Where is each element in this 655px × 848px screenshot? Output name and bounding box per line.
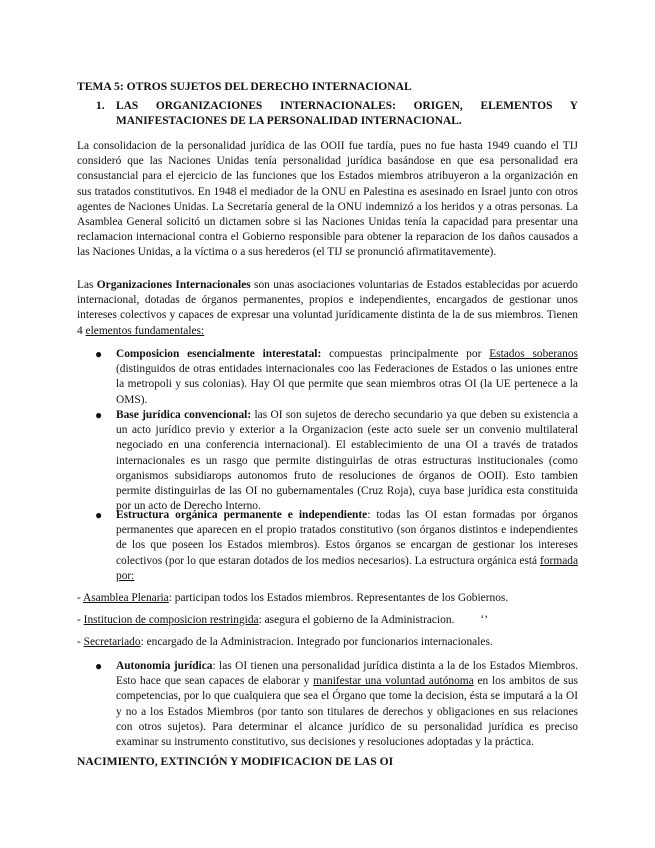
text-run: : participan todos los Estados miembros. Representantes de los Gobiernos.	[168, 592, 509, 604]
text-run: son unas asociaciones voluntarias de Estados establecidas por acuerdo internacional, dotadas de órganos permanentes, propios e independientes, encargados de gestionar unos intereses colectivos y capaces de expresar una voluntad jurídicamente distinta de la de sus miembros. Tienen 4	[77, 279, 579, 337]
text-run: las OI son sujetos de derecho secundario ya que deben su existencia a un acto jurídico previo y exterior a la Organizacion (este acto suele ser un convenio multilateral negociado en una conferencia internacional). El establecimiento de una OI a través de tratados internacionales es un rasgo que permite distinguirlas de otras estructuras institucionales (como organismos subsidiarops autonomos fruto de resoluciones de órganos de OOII). Esto tambien permite distinguirlas de las OI no gubernamentales (Cruz Roja), cuya base jurídica esta constituida por un acto de Derecho Interno.	[116, 409, 579, 513]
underlined-term: Estados soberanos	[489, 348, 578, 360]
dash-item-secretariado	[77, 635, 578, 650]
dash-marker: -	[77, 592, 84, 604]
document-title: TEMA 5: OTROS SUJETOS DEL DERECHO INTERNACIONAL	[77, 80, 412, 93]
bullet-icon: ●	[95, 659, 103, 673]
text-run: : asegura el gobierno de la Administracion.	[258, 614, 455, 626]
bold-term: Organizaciones Internacionales	[96, 279, 251, 291]
paragraph-origen: La consolidacion de la personalidad jurídica de las OOII fue tardía, pues no fue hasta 1949 cuando el TIJ consideró que las Naciones Unidas tenía personalidad jurídica basándose en que esa personalidad era consustancial para el ejercicio de las funciones que los Estados miembros atribuyeron a la organización en sus tratados constitutivos. En 1948 el mediador de la ONU en Palestina es asesinado en Israel junto con otros agentes de Naciones Unidas. La Secretaría general de la ONU indemnizó a los heridos y a otras personas. La Asamblea General solicitó un dictamen sobre si las Naciones Unidas tenía la capacidad para presentar una reclamacion internacional contra el Gobierno responsible para obtener la reparacion de los daños causados a las Naciones Unidas, a la víctima o a sus herederos (el TIJ se pronunció afirmatitavemente).	[77, 140, 578, 259]
section-heading-1	[96, 99, 578, 129]
text-run: : encargado de la Administracion. Integrado por funcionarios internacionales.	[140, 636, 493, 648]
underlined-term: Asamblea Plenaria	[83, 592, 169, 604]
bullet-icon: ●	[95, 508, 103, 522]
text-run: (distinguidos de otras entidades internacionales coo las Federaciones de Estados o las uniones entre la metropoli y sus colonias). Hay OI que permite que sean miembros otras OI (la UE pertenece a la OMS).	[116, 363, 578, 406]
section-title: LAS ORGANIZACIONES INTERNACIONALES: ORIGEN, ELEMENTOS Y MANIFESTACIONES DE LA PERSONALIDAD INTERNACIONAL.	[116, 100, 578, 128]
underlined-term: Secretariado	[83, 636, 141, 648]
section-heading-2: NACIMIENTO, EXTINCIÓN Y MODIFICACION DE LAS OI	[77, 755, 394, 768]
bold-term: Base jurídica convencional:	[116, 409, 252, 421]
text-run: Las	[77, 279, 97, 291]
paragraph-definicion	[77, 278, 578, 339]
dash-item-asamblea	[77, 591, 578, 606]
dash-marker: -	[77, 636, 84, 648]
underlined-term: manifestar una voluntad autónoma	[313, 675, 474, 688]
bullet-composicion	[95, 347, 578, 408]
bullet-estructura	[95, 508, 578, 584]
text-run: : todas las OI estan formadas por órganos permanentes que aparecen en el propio tratados constitutivo (son órganos distintos e independientes de los que poseen los Estados miembros). Estos órganos se encargan de gestionar los intereses colectivos (por lo que estaran dotados de los medios necesarios). La estructura orgánica está	[116, 509, 578, 567]
bold-term: Estructura orgánica permanente e independiente	[116, 509, 368, 521]
quote-marks: ‘’	[480, 614, 488, 626]
text-run: : las OI tienen una personalidad jurídica distinta a la de los Estados Miembros. Esto hace que sean capaces de elaborar y	[116, 660, 578, 688]
underlined-term: elementos fundamentales:	[85, 324, 205, 337]
bold-term: Composicion esencialmente interestatal:	[116, 348, 322, 360]
bullet-icon: ●	[95, 347, 103, 361]
dash-item-institucion	[77, 613, 578, 628]
bullet-icon: ●	[95, 408, 103, 422]
bullet-base-juridica	[95, 408, 579, 514]
section-number: 1.	[96, 100, 105, 112]
underlined-term: formada por:	[116, 554, 578, 582]
dash-marker: -	[77, 614, 84, 626]
text-run: compuestas principalmente por	[321, 348, 490, 360]
underlined-term: Institucion de composicion restringida	[83, 614, 259, 626]
text-run: en los ambitos de sus competencias, por lo que cualquiera que sea el Órgano que tome la decision, ésta se imputará a la OI y no a los Estados Miembros (por tanto son titulares de derechos y obligaciones en sus relaciones con otros sujetos). Para determinar el alcance jurídico de su personalidad jurídica es preciso examinar su instrumento constitutivo, sus decisiones y resoluciones adoptadas y la práctica.	[116, 675, 578, 749]
bullet-autonomia	[95, 659, 578, 750]
bold-term: Autonomia jurídica	[116, 660, 213, 672]
